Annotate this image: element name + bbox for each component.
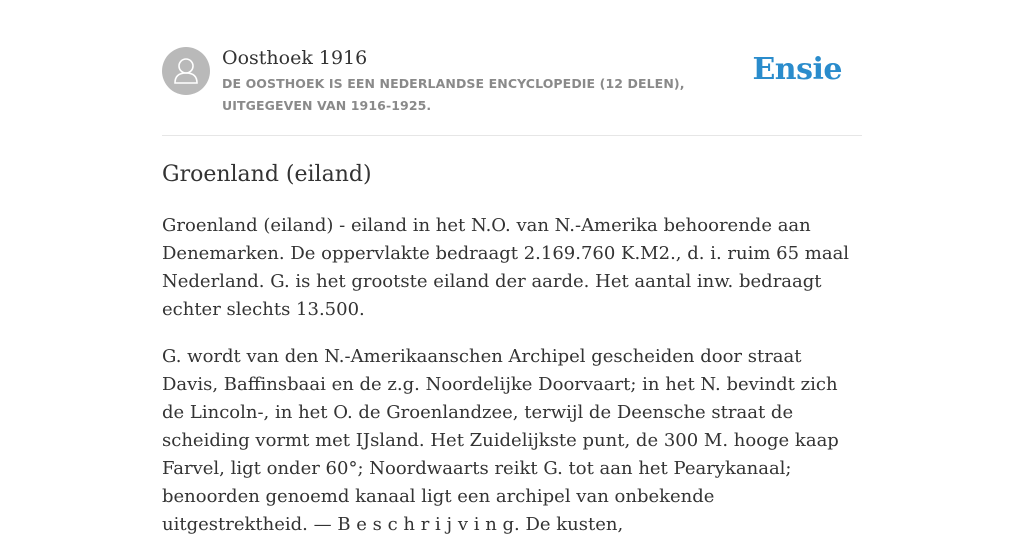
article-paragraph: G. wordt van den N.-Amerikaanschen Archipel gescheiden door straat Davis, Baffinsbaai en de z.g. Noordelijke Doorvaart; in het N. bevindt zich de Lincoln-, in het O. de Groenlandzee, terwijl de Deensche straat de scheiding vormt met IJsland. Het Zuidelijkste punt, de 300 M. hooge kaap Farvel, ligt onder 60°; Noordwaarts reikt G. tot aan het Pearykanaal; benoorden genoemd kanaal ligt een archipel van onbekende uitgestrektheid. — B e s c h r i j v i n g. De kusten,: [162, 346, 839, 535]
article-body: [162, 212, 862, 558]
article-paragraph: Groenland (eiland) - eiland in het N.O. van N.-Amerika behoorende aan Denemarken. De oppervlakte bedraagt 2.169.760 K.M2., d. i. ruim 65 maal Nederland. G. is het grootste eiland der aarde. Het aantal inw. bedraagt echter slechts 13.500.: [162, 215, 850, 320]
source-header: [162, 44, 862, 134]
source-title[interactable]: Oosthoek 1916: [222, 47, 368, 69]
brand-logo[interactable]: Ensie: [752, 52, 842, 87]
user-icon: [162, 47, 210, 95]
source-description: DE OOSTHOEK IS EEN NEDERLANDSE ENCYCLOPEDIE (12 DELEN), UITGEGEVEN VAN 1916-1925.: [222, 76, 685, 113]
header-divider: [162, 135, 862, 136]
article-title: Groenland (eiland): [162, 162, 372, 187]
